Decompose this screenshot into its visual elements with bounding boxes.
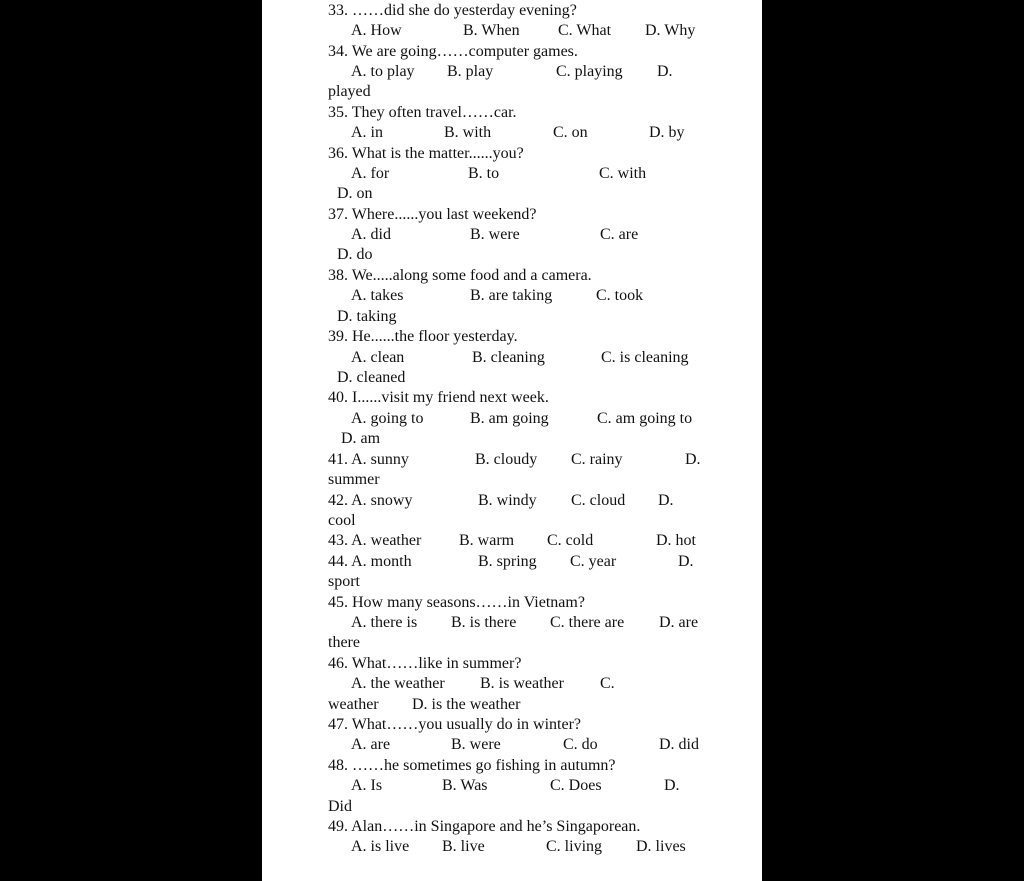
option-text: C. What [558,22,612,39]
line-text: 47. What……you usually do in winter? [328,716,581,733]
option-text: C. on [553,124,588,141]
option-text: C. playing [556,63,623,80]
option-text: D. is the weather [412,696,521,713]
line-text: A. in [351,124,383,141]
text-line [262,82,762,102]
text-line [262,348,762,368]
line-text: there [328,634,360,651]
option-text: D. lives [636,838,686,855]
option-text: B. were [470,226,520,243]
line-text: A. for [351,165,390,182]
line-text: A. did [351,226,391,243]
option-text: B. warm [459,532,515,549]
line-text: D. do [337,246,373,263]
line-text: 48. ……he sometimes go fishing in autumn? [328,757,616,774]
line-text: 42. A. snowy [328,492,413,509]
line-text: 45. How many seasons……in Vietnam? [328,594,585,611]
line-text: 40. I......visit my friend next week. [328,389,549,406]
option-text: B. are taking [470,287,553,304]
line-text: A. is live [351,838,410,855]
line-text: D. am [341,430,381,447]
text-line [262,756,762,776]
text-line [262,470,762,490]
option-text: D. by [649,124,685,141]
option-text: B. am going [470,410,549,427]
text-line [262,164,762,184]
option-text: B. windy [478,492,537,509]
line-text: sport [328,573,360,590]
option-text: C. rainy [571,451,623,468]
option-text: C. cold [547,532,594,549]
line-text: 39. He......the floor yesterday. [328,328,518,345]
text-line [262,184,762,204]
option-text: C. there are [550,614,625,631]
line-text: weather [328,696,379,713]
option-text: B. play [447,63,494,80]
text-line [262,245,762,265]
option-text: B. live [442,838,485,855]
line-text: cool [328,512,356,529]
text-line [262,491,762,511]
text-line [262,266,762,286]
line-text: A. going to [351,410,424,427]
line-text: A. clean [351,349,405,366]
line-text: summer [328,471,380,488]
option-text: D. [658,492,674,509]
text-line [262,144,762,164]
option-text: D. [685,451,701,468]
line-text: D. on [337,185,373,202]
option-text: B. with [444,124,492,141]
text-line [262,286,762,306]
text-line [262,572,762,592]
option-text: B. When [463,22,520,39]
text-line [262,511,762,531]
line-text: played [328,83,371,100]
line-text: 35. They often travel……car. [328,104,517,121]
option-text: D. [664,777,680,794]
line-text: Did [328,798,352,815]
line-text: D. taking [337,308,397,325]
text-line [262,123,762,143]
line-text: 38. We.....along some food and a camera. [328,267,592,284]
text-line [262,633,762,653]
text-line [262,776,762,796]
text-line [262,797,762,817]
line-text: D. cleaned [337,369,406,386]
option-text: C. cloud [571,492,626,509]
line-text: 44. A. month [328,553,412,570]
option-text: C. am going to [597,410,693,427]
text-line [262,715,762,735]
line-text: 41. A. sunny [328,451,409,468]
option-text: D. hot [656,532,696,549]
option-text: B. cloudy [475,451,538,468]
line-text: 49. Alan……in Singapore and he’s Singaporean. [328,818,641,835]
worksheet-page [262,0,762,881]
text-line [262,531,762,551]
option-text: D. are [659,614,699,631]
option-text: C. took [596,287,644,304]
option-text: B. Was [442,777,488,794]
text-line [262,1,762,21]
option-text: B. cleaning [472,349,545,366]
option-text: C. year [570,553,617,570]
text-line [262,817,762,837]
line-text: A. takes [351,287,404,304]
option-text: D. [678,553,694,570]
line-text: 46. What……like in summer? [328,655,522,672]
text-line [262,654,762,674]
line-text: A. How [351,22,402,39]
option-text: B. is weather [480,675,564,692]
text-line [262,225,762,245]
option-text: C. is cleaning [601,349,689,366]
line-text: 37. Where......you last weekend? [328,206,537,223]
text-line [262,593,762,613]
option-text: B. is there [451,614,517,631]
text-line [262,205,762,225]
text-line [262,674,762,694]
text-line [262,695,762,715]
option-text: C. Does [550,777,602,794]
line-text: 34. We are going……computer games. [328,43,578,60]
option-text: B. to [468,165,500,182]
text-line [262,307,762,327]
option-text: B. spring [478,553,537,570]
text-line [262,429,762,449]
text-line [262,409,762,429]
option-text: D. did [659,736,699,753]
line-text: A. there is [351,614,418,631]
line-text: A. to play [351,63,415,80]
option-text: C. are [600,226,639,243]
text-line [262,552,762,572]
text-line [262,837,762,857]
option-text: C. living [546,838,603,855]
text-line [262,62,762,82]
text-line [262,21,762,41]
line-text: 33. ……did she do yesterday evening? [328,2,577,19]
line-text: A. Is [351,777,383,794]
option-text: C. with [599,165,647,182]
text-line [262,327,762,347]
text-line [262,735,762,755]
option-text: B. were [451,736,501,753]
option-text: C. [600,675,615,692]
text-line [262,450,762,470]
text-line [262,368,762,388]
text-line [262,613,762,633]
option-text: D. Why [645,22,696,39]
line-text: 43. A. weather [328,532,422,549]
option-text: D. [657,63,673,80]
option-text: C. do [563,736,598,753]
line-text: 36. What is the matter......you? [328,145,524,162]
text-line [262,103,762,123]
text-line [262,388,762,408]
line-text: A. the weather [351,675,445,692]
text-line [262,42,762,62]
line-text: A. are [351,736,391,753]
